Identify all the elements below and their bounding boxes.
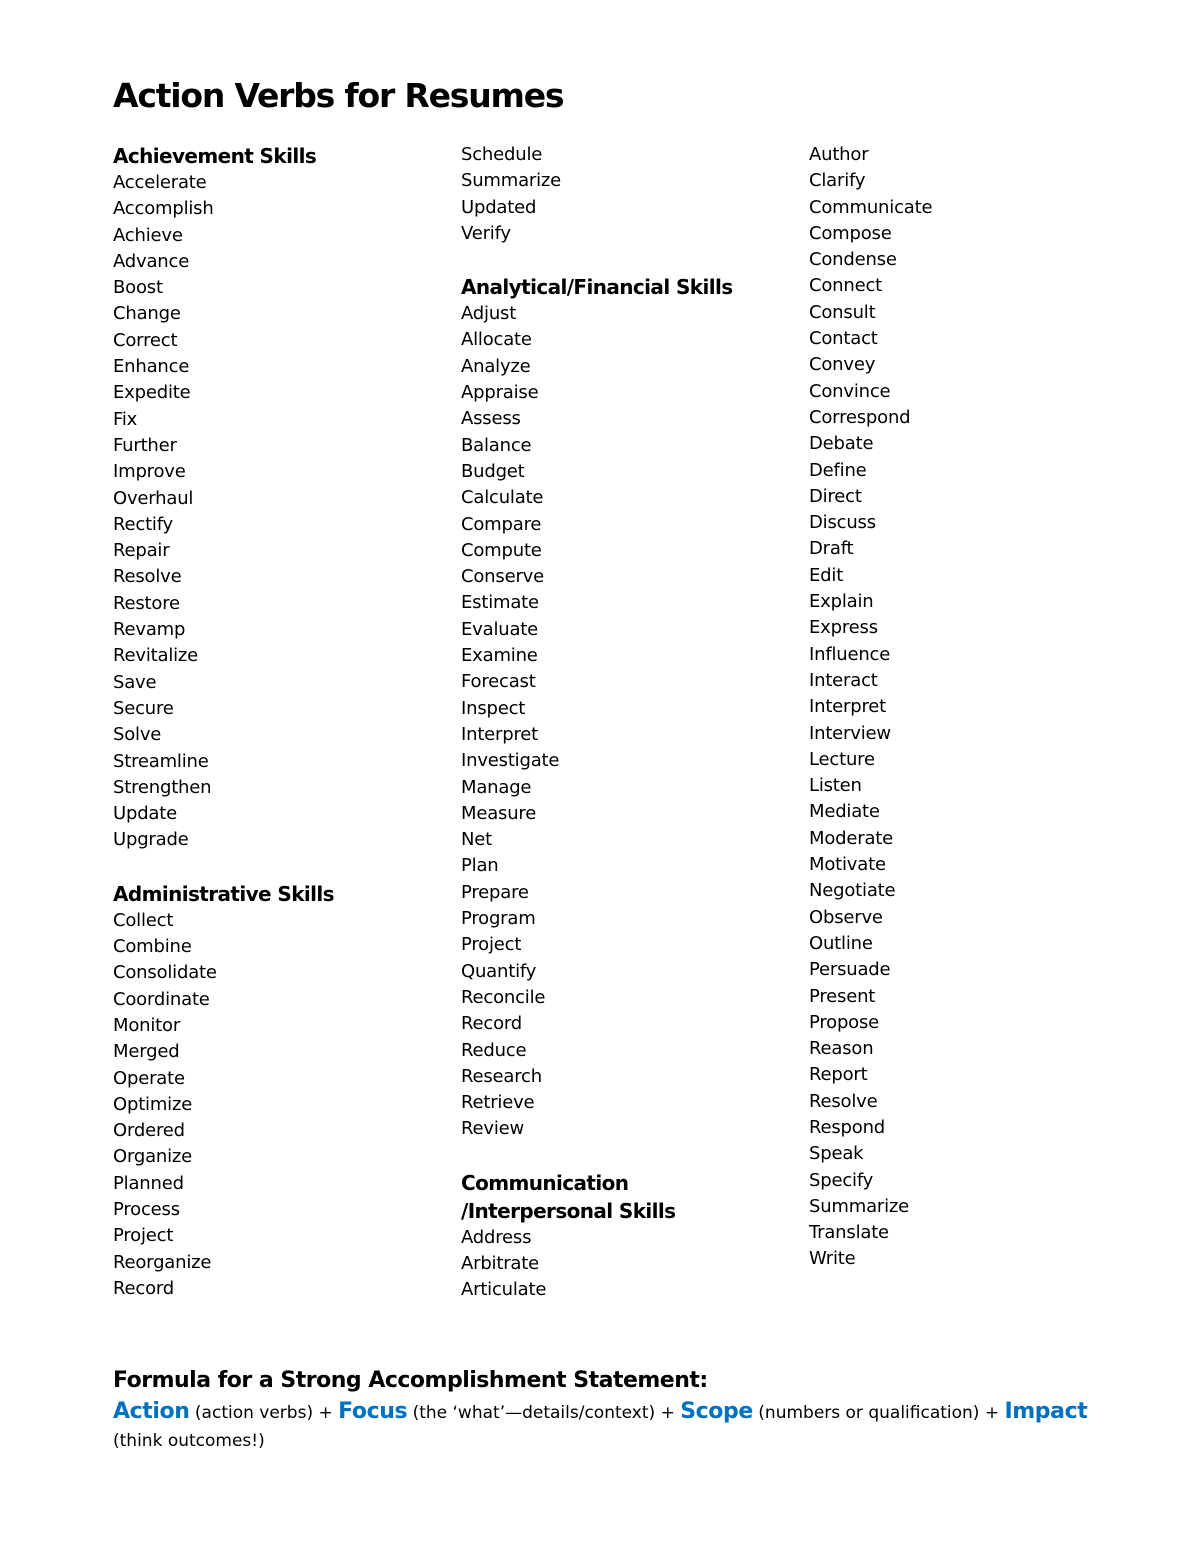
list-item: Discuss: [809, 512, 876, 534]
list-item: Appraise: [461, 382, 539, 404]
list-item: Author: [809, 144, 869, 165]
list-item: Report: [809, 1064, 868, 1086]
list-item: Persuade: [809, 959, 891, 981]
list-item: Change: [113, 303, 181, 325]
list-item: Lecture: [809, 748, 875, 770]
list-item: Operate: [113, 1067, 185, 1089]
list-item: Interpret: [809, 696, 887, 718]
list-item: Compute: [461, 539, 542, 561]
list-item: Consult: [809, 301, 876, 323]
list-item: Improve: [113, 461, 186, 483]
list-item: Optimize: [113, 1093, 193, 1115]
list-item: Resolve: [113, 566, 182, 588]
list-item: Restore: [113, 592, 180, 614]
list-item: Respond: [809, 1116, 886, 1138]
list-item: Merged: [113, 1041, 180, 1063]
list-item: Present: [809, 985, 876, 1007]
list-item: Motivate: [809, 854, 886, 876]
list-item: Condense: [809, 249, 897, 271]
list-item: Further: [113, 434, 177, 456]
list-item: Process: [113, 1198, 180, 1220]
communication-list: [461, 1225, 791, 1304]
list-item: Reduce: [461, 1039, 527, 1061]
list-item: Record: [461, 1013, 522, 1035]
list-item: Speak: [809, 1143, 864, 1165]
analytical-list: [461, 301, 791, 1143]
section-heading-communication-line2: /Interpersonal Skills: [461, 1198, 676, 1223]
section-heading-administrative: Administrative Skills: [113, 881, 334, 906]
list-item: Express: [809, 617, 878, 639]
list-item: Conserve: [461, 566, 544, 588]
list-item: Address: [461, 1226, 532, 1248]
list-item: Expedite: [113, 382, 191, 404]
list-item: Observe: [809, 906, 883, 928]
list-item: Clarify: [809, 170, 866, 192]
list-item: Achieve: [113, 224, 183, 246]
list-item: Boost: [113, 277, 163, 299]
column-1: [113, 142, 443, 1302]
list-item: Compose: [809, 222, 892, 244]
list-item: Influence: [809, 643, 891, 665]
list-item: Organize: [113, 1146, 193, 1168]
list-item: Schedule: [461, 144, 543, 165]
communication-list-continued: [809, 142, 1139, 1273]
list-item: Reason: [809, 1038, 874, 1060]
list-item: Direct: [809, 485, 862, 507]
page-title: Action Verbs for Resumes: [113, 76, 564, 115]
administrative-list-continued: [461, 142, 791, 247]
list-item: Project: [113, 1225, 174, 1247]
formula-action: Action: [113, 1399, 190, 1424]
list-item: Connect: [809, 275, 883, 297]
formula-focus: Focus: [338, 1399, 408, 1424]
section-heading-achievement: Achievement Skills: [113, 144, 317, 168]
list-item: Reorganize: [113, 1251, 212, 1273]
list-item: Research: [461, 1065, 542, 1087]
list-item: Review: [461, 1118, 525, 1140]
list-item: Calculate: [461, 487, 544, 509]
section-heading-communication-line1: Communication: [461, 1170, 629, 1195]
list-item: Budget: [461, 460, 525, 482]
list-item: Reconcile: [461, 986, 546, 1008]
list-item: Examine: [461, 645, 538, 667]
list-item: Correct: [113, 329, 178, 351]
list-item: Translate: [809, 1222, 889, 1244]
list-item: Accomplish: [113, 198, 214, 220]
formula-heading: Formula for a Strong Accomplishment Statement:: [113, 1368, 708, 1393]
list-item: Repair: [113, 540, 170, 562]
list-item: Communicate: [809, 196, 933, 218]
list-item: Assess: [461, 408, 521, 430]
list-item: Arbitrate: [461, 1252, 539, 1274]
list-item: Planned: [113, 1172, 184, 1194]
list-item: Outline: [809, 932, 873, 954]
formula-impact-desc: (think outcomes!): [113, 1431, 265, 1451]
formula-scope-desc: (numbers or qualification) +: [752, 1403, 1005, 1423]
formula-action-desc: (action verbs) +: [189, 1403, 339, 1423]
list-item: Solve: [113, 724, 162, 746]
list-item: Secure: [113, 697, 174, 719]
list-item: Overhaul: [113, 487, 194, 509]
list-item: Record: [113, 1277, 174, 1299]
list-item: Combine: [113, 936, 192, 958]
list-item: Forecast: [461, 671, 536, 693]
administrative-list: [113, 908, 443, 1302]
list-item: Project: [461, 934, 522, 956]
list-item: Plan: [461, 855, 499, 877]
list-item: Listen: [809, 775, 862, 797]
list-item: Summarize: [461, 170, 562, 192]
list-item: Retrieve: [461, 1092, 535, 1114]
list-item: Compare: [461, 513, 542, 535]
list-item: Define: [809, 459, 867, 481]
list-item: Balance: [461, 434, 532, 456]
list-item: Collect: [113, 909, 174, 931]
list-item: Investigate: [461, 750, 560, 772]
column-2: [461, 142, 791, 1304]
list-item: Resolve: [809, 1090, 878, 1112]
list-item: Fix: [113, 408, 138, 430]
formula-section: [113, 1364, 1113, 1455]
list-item: Edit: [809, 564, 844, 586]
list-item: Program: [461, 908, 536, 930]
list-item: Coordinate: [113, 988, 210, 1010]
list-item: Convince: [809, 380, 891, 402]
list-item: Advance: [113, 250, 190, 272]
list-item: Allocate: [461, 329, 532, 351]
section-heading-analytical: Analytical/Financial Skills: [461, 275, 733, 300]
list-item: Rectify: [113, 513, 174, 535]
list-item: Mediate: [809, 801, 880, 823]
list-item: Summarize: [809, 1195, 910, 1217]
list-item: Write: [809, 1248, 856, 1270]
list-item: Save: [113, 671, 157, 693]
formula-focus-desc: (the ‘what’—details/context) +: [407, 1403, 681, 1423]
list-item: Inspect: [461, 697, 526, 719]
list-item: Interview: [809, 722, 891, 744]
list-item: Evaluate: [461, 618, 539, 640]
list-item: Interpret: [461, 723, 539, 745]
list-item: Accelerate: [113, 172, 207, 193]
list-item: Analyze: [461, 355, 531, 377]
formula-impact: Impact: [1004, 1399, 1088, 1424]
list-item: Estimate: [461, 592, 539, 614]
list-item: Quantify: [461, 960, 537, 982]
achievement-list: [113, 170, 443, 854]
list-item: Propose: [809, 1011, 880, 1033]
list-item: Monitor: [113, 1014, 181, 1036]
list-item: Manage: [461, 776, 532, 798]
list-item: Streamline: [113, 750, 209, 772]
list-item: Revitalize: [113, 645, 199, 667]
list-item: Revamp: [113, 619, 186, 641]
list-item: Verify: [461, 222, 511, 244]
list-item: Strengthen: [113, 776, 212, 798]
list-item: Moderate: [809, 827, 894, 849]
list-item: Convey: [809, 354, 876, 376]
list-item: Ordered: [113, 1120, 185, 1142]
list-item: Prepare: [461, 881, 529, 903]
list-item: Interact: [809, 669, 878, 691]
list-item: Explain: [809, 591, 874, 613]
list-item: Correspond: [809, 406, 911, 428]
list-item: Updated: [461, 196, 537, 218]
list-item: Debate: [809, 433, 874, 455]
list-item: Update: [113, 803, 177, 825]
list-item: Net: [461, 829, 492, 851]
list-item: Adjust: [461, 303, 517, 325]
list-item: Articulate: [461, 1279, 547, 1301]
list-item: Draft: [809, 538, 854, 560]
list-item: Specify: [809, 1169, 874, 1191]
column-3: [809, 142, 1139, 1273]
list-item: Enhance: [113, 356, 190, 378]
list-item: Negotiate: [809, 880, 896, 902]
formula-scope: Scope: [680, 1399, 753, 1424]
list-item: Contact: [809, 328, 878, 350]
formula-statement: [113, 1398, 1103, 1455]
list-item: Consolidate: [113, 962, 217, 984]
list-item: Upgrade: [113, 829, 189, 851]
list-item: Measure: [461, 802, 537, 824]
